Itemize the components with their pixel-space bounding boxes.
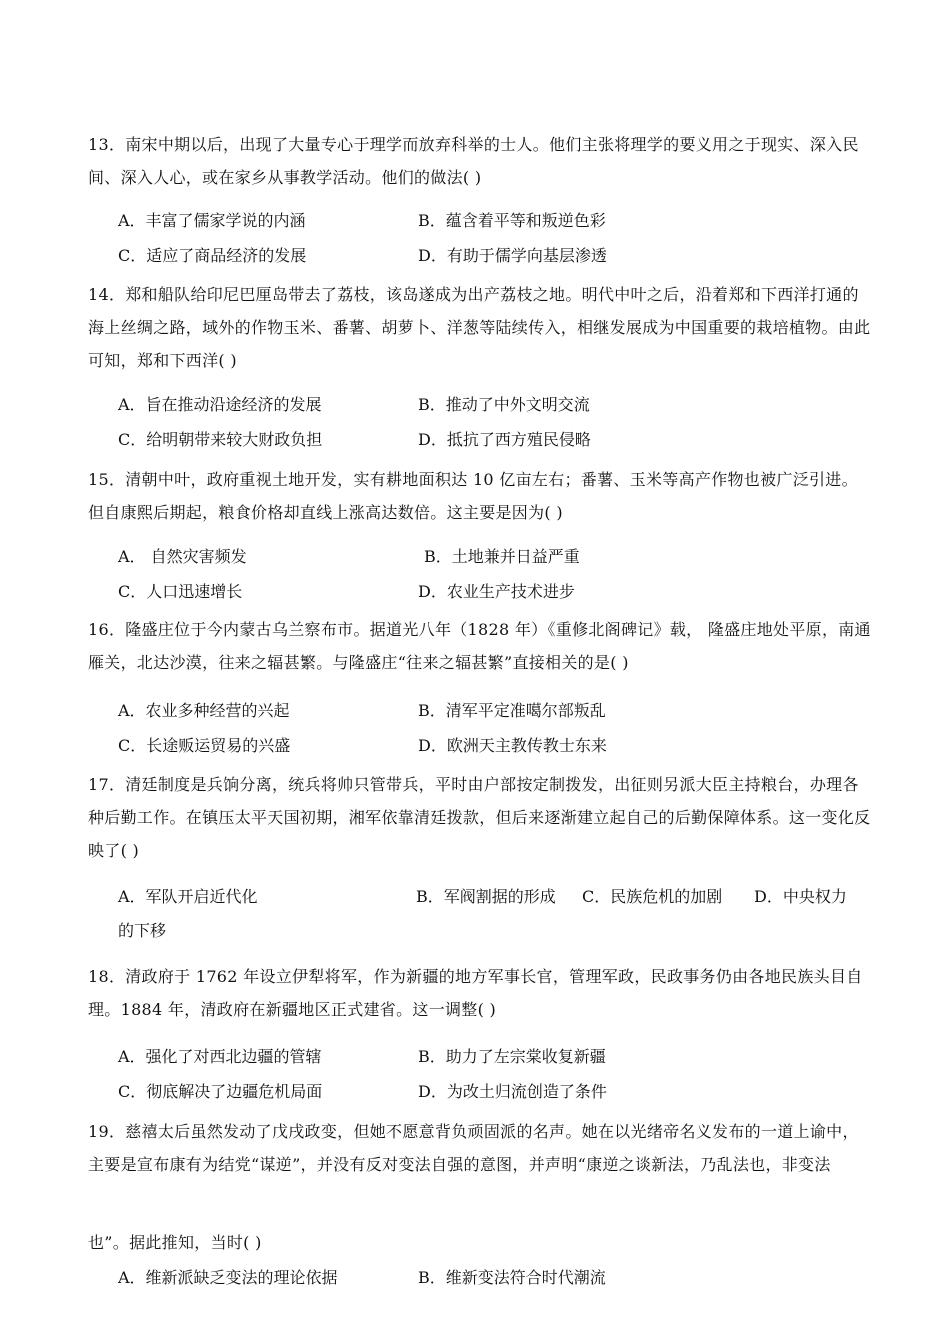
option-d: D．农业生产技术进步 xyxy=(418,582,575,601)
option-b: B．清军平定准噶尔部叛乱 xyxy=(418,701,606,720)
option-d: D．欧洲天主教传教士东来 xyxy=(418,736,607,755)
option-c: C．彻底解决了边疆危机局面 xyxy=(118,1082,323,1101)
option-a: A．丰富了儒家学说的内涵 xyxy=(118,211,306,230)
option-a: A． 自然灾害频发 xyxy=(118,547,247,566)
question-stem: 13．南宋中期以后，出现了大量专心于理学而放弃科举的士人。他们主张将理学的要义用之于现实、深入民间、深入人心，或在家乡从事教学活动。他们的做法( ) xyxy=(88,135,859,187)
question-17 xyxy=(88,768,873,867)
option-a: A．旨在推动沿途经济的发展 xyxy=(118,395,322,414)
question-stem: 14．郑和船队给印尼巴厘岛带去了荔枝，该岛遂成为出产荔枝之地。明代中叶之后，沿着郑和下西洋打通的海上丝绸之路，域外的作物玉米、番薯、胡萝卜、洋葱等陆续传入，相继发展成为中国重要的栽培植物。由此可知，郑和下西洋( ) xyxy=(88,285,871,370)
question-19 xyxy=(88,1115,873,1181)
question-16 xyxy=(88,613,873,679)
question-stem: 16．隆盛庄位于今内蒙古乌兰察布市。据道光八年（1828 年）《重修北阁碑记》载， 隆盛庄地处平原，南通雁关，北达沙漠，往来之辐甚繁。与隆盛庄“往来之辐甚繁”直接相关的是( ) xyxy=(88,620,871,672)
option-c: C．给明朝带来较大财政负担 xyxy=(118,430,323,449)
option-d-continuation: 的下移 xyxy=(118,921,167,940)
question-19-options xyxy=(118,1260,878,1295)
question-16-options xyxy=(118,693,878,763)
question-13 xyxy=(88,128,873,194)
question-19-continuation xyxy=(88,1226,873,1259)
question-18-options xyxy=(118,1039,878,1109)
option-c: C．适应了商品经济的发展 xyxy=(118,246,307,265)
option-b: B．推动了中外文明交流 xyxy=(418,395,590,414)
option-c: C．民族危机的加剧 xyxy=(582,887,723,906)
option-c: C．长途贩运贸易的兴盛 xyxy=(118,736,291,755)
question-15 xyxy=(88,463,873,529)
option-b: B．蕴含着平等和叛逆色彩 xyxy=(418,211,606,230)
option-a: A．军队开启近代化 xyxy=(118,887,258,906)
option-d: D．为改土归流创造了条件 xyxy=(418,1082,607,1101)
question-stem: 18．清政府于 1762 年设立伊犁将军，作为新疆的地方军事长官，管理军政，民政事务仍由各地民族头目自理。1884 年，清政府在新疆地区正式建省。这一调整( ) xyxy=(88,967,863,1019)
question-stem: 15．清朝中叶，政府重视土地开发，实有耕地面积达 10 亿亩左右；番薯、玉米等高产作物也被广泛引进。但自康熙后期起，粮食价格却直线上涨高达数倍。这主要是因为( ) xyxy=(88,470,858,522)
option-a: A．农业多种经营的兴起 xyxy=(118,701,290,720)
question-14-options xyxy=(118,387,878,457)
option-b: B．维新变法符合时代潮流 xyxy=(418,1268,606,1287)
question-18 xyxy=(88,960,873,1026)
option-d: D．中央权力 xyxy=(754,887,847,906)
question-15-options xyxy=(118,539,878,609)
option-a: A．维新派缺乏变法的理论依据 xyxy=(118,1268,338,1287)
question-17-options xyxy=(118,879,878,947)
question-stem: 17．清廷制度是兵饷分离，统兵将帅只管带兵，平时由户部按定制拨发，出征则另派大臣主持粮台，办理各种后勤工作。在镇压太平天国初期，湘军依靠清廷拨款，但后来逐渐建立起自己的后勤保障体系。这一变化反映了( ) xyxy=(88,775,871,860)
question-13-options xyxy=(118,203,878,273)
question-stem-continuation: 也”。据此推知，当时( ) xyxy=(88,1233,262,1252)
option-b: B．土地兼并日益严重 xyxy=(424,547,580,566)
option-a: A．强化了对西北边疆的管辖 xyxy=(118,1047,322,1066)
option-d: D．抵抗了西方殖民侵略 xyxy=(418,430,591,449)
question-stem: 19．慈禧太后虽然发动了戊戌政变，但她不愿意背负顽固派的名声。她在以光绪帝名义发布的一道上谕中，主要是宣布康有为结党“谋逆”，并没有反对变法自强的意图，并声明“康逆之谈新法，乃乱法也，非变法 xyxy=(88,1122,859,1174)
question-14 xyxy=(88,278,873,377)
option-d: D．有助于儒学向基层渗透 xyxy=(418,246,607,265)
option-c: C．人口迅速增长 xyxy=(118,582,243,601)
option-b: B．军阀割据的形成 xyxy=(416,887,556,906)
option-b: B．助力了左宗棠收复新疆 xyxy=(418,1047,606,1066)
